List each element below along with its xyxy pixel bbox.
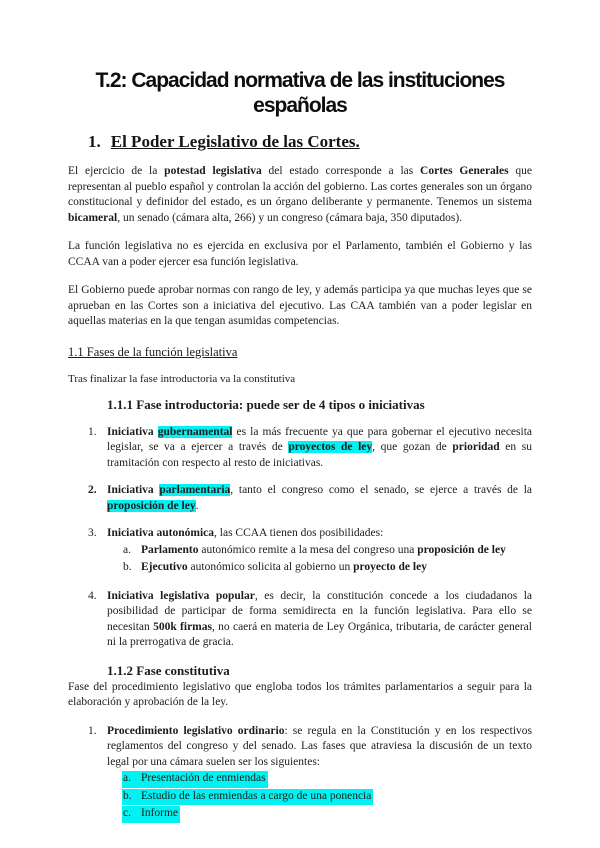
- section-title: El Poder Legislativo de las Cortes.: [110, 132, 360, 151]
- text-segment: Iniciativa autonómica: [107, 527, 215, 539]
- text-segment: Ejecutivo: [141, 561, 188, 573]
- paragraph-fase-constitutiva: [68, 680, 532, 711]
- sub-list-letter: b.: [123, 561, 132, 573]
- text-segment: proposición de ley: [107, 499, 196, 512]
- list-item: [88, 589, 532, 651]
- text-segment: autonómico solicita al gobierno un: [187, 561, 354, 573]
- note-fase-introductoria: Tras finalizar la fase introductoria va la constitutiva: [68, 372, 296, 385]
- text-segment: , tanto el congreso como el senado, se ejerce a través de la: [230, 484, 533, 496]
- list-item-body: [107, 483, 532, 514]
- text-segment: , no caerá en materia de Ley Orgánica, tributaria, de carácter general ni la prerrogativa de gracia.: [107, 620, 532, 648]
- sub-list-item: [122, 560, 532, 577]
- paragraph-potestad-legislativa: [68, 164, 532, 226]
- sub-list-letter: a.: [123, 543, 131, 556]
- list-item-number: 3.: [88, 527, 97, 539]
- sub-list-letter: b.: [123, 789, 132, 802]
- document-title: T.2: Capacidad normativa de las instituciones españolas: [95, 69, 505, 117]
- heading-fase-introductoria: 1.1.1 Fase introductoria: puede ser de 4 tipos o iniciativas: [107, 396, 425, 412]
- subsection-heading-fases: 1.1 Fases de la función legislativa: [68, 344, 238, 359]
- text-segment: potestad legislativa: [164, 165, 262, 177]
- text-segment: gubernamental: [157, 425, 233, 438]
- section-number: 1.: [88, 132, 101, 151]
- text-segment: Procedimiento legislativo ordinario: [107, 724, 285, 737]
- text-segment: El ejercicio de la: [68, 165, 165, 177]
- text-segment: : se regula en la Constitución y en los respectivos reglamentos del congreso y del senado. Las fases que atraviesa la discusión de un texto legal por una cámara suelen ser los siguientes:: [107, 724, 532, 768]
- list-item-number: 4.: [88, 589, 97, 602]
- sub-list-letter: a.: [123, 772, 131, 784]
- list-item: [88, 483, 532, 514]
- list-item-number: 1.: [88, 425, 97, 438]
- paragraph-funcion-legislativa: [68, 239, 532, 270]
- initiatives-list: [68, 425, 532, 651]
- text-segment: Iniciativa legislativa popular: [107, 589, 255, 602]
- text-segment: proyectos de ley: [288, 441, 373, 453]
- text-segment: , las CCAA tienen dos posibilidades:: [214, 527, 384, 539]
- section-heading-poder-legislativo: [88, 132, 532, 152]
- sub-list-item: [122, 771, 532, 788]
- text-segment: autonómico remite a la mesa del congreso una: [198, 543, 418, 556]
- list-item: [88, 425, 532, 472]
- text-segment: parlamentaria: [159, 484, 231, 496]
- text-segment: del estado corresponde a las: [261, 165, 421, 177]
- text-segment: La función legislativa no es ejercida en exclusiva por el Parlamento, también el Gobierno y las CCAA van a poder ejercer esa función legislativa.: [68, 240, 532, 268]
- text-segment: Parlamento: [141, 543, 199, 556]
- list-item: [88, 724, 532, 823]
- text-segment: prioridad: [452, 441, 500, 453]
- text-segment: en su tramitación con respecto al resto de iniciativas.: [107, 441, 532, 469]
- list-item-body: [107, 589, 532, 651]
- text-segment: Informe: [141, 807, 179, 819]
- text-segment: es la más frecuente ya que para gobernar el ejecutivo necesita legislar, se va a ejercer a través de: [107, 425, 532, 453]
- list-item: [88, 526, 532, 577]
- text-segment: .: [195, 499, 199, 512]
- paragraph-gobierno-normas: [68, 283, 532, 330]
- text-segment: El Gobierno puede aprobar normas con rango de ley, y además participa ya que muchas leyes que se aprueban en las Cortes son a iniciativa del ejecutivo. Las CAA también van a poder legislar en aquellas materias en la que tengan asumidas competencias.: [68, 284, 532, 327]
- heading-fase-constitutiva: 1.1.2 Fase constitutiva: [107, 662, 230, 678]
- procedure-list: [68, 724, 532, 823]
- text-segment: Fase del procedimiento legislativo que engloba todos los trámites parlamentarios a seguir para la elaboración y aprobación de la ley.: [68, 680, 532, 708]
- text-segment: Cortes Generales: [420, 165, 509, 177]
- sub-list-letter: c.: [123, 807, 131, 819]
- text-segment: , que gozan de: [372, 441, 453, 453]
- text-segment: que representan al pueblo español y controlan la acción del gobierno. Las cortes generales son un órgano constitucional y definidor del estado, es un órgano deliberante y permanente. Tenemos un sistema: [68, 165, 532, 208]
- list-item-body: [107, 425, 532, 472]
- list-item-body: [107, 724, 532, 823]
- sub-list-item: [122, 789, 532, 806]
- sub-list-item: [122, 543, 532, 560]
- text-segment: Iniciativa: [107, 484, 160, 496]
- text-segment: , un senado (cámara alta, 266) y un congreso (cámara baja, 350 diputados).: [117, 211, 463, 224]
- text-segment: , es decir, la constitución concede a los ciudadanos la posibilidad de participar de forma semidirecta en la función legislativa. Para ello se necesitan: [107, 589, 532, 633]
- list-item-number: 1.: [88, 724, 97, 737]
- text-segment: 500k firmas: [153, 620, 212, 633]
- text-segment: bicameral: [68, 211, 118, 224]
- list-item-body: [107, 526, 532, 577]
- text-segment: proyecto de ley: [353, 561, 427, 573]
- text-segment: Estudio de las enmiendas a cargo de una ponencia: [141, 789, 372, 802]
- sub-list-item: [122, 806, 532, 823]
- text-segment: Presentación de enmiendas: [141, 772, 266, 784]
- text-segment: Iniciativa: [107, 425, 158, 438]
- text-segment: proposición de ley: [417, 543, 506, 556]
- list-item-number: 2.: [88, 484, 97, 496]
